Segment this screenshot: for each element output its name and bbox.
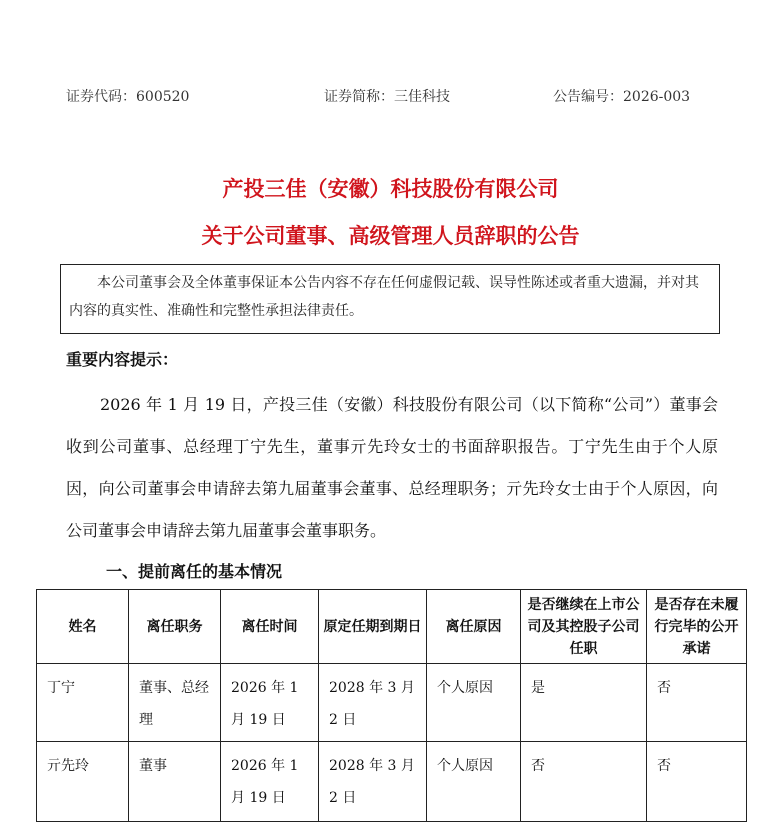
table-cell: 否: [647, 664, 747, 742]
table-cell: 董事: [129, 742, 221, 822]
section-heading: 一、提前离任的基本情况: [106, 562, 283, 581]
table-cell: 2026 年 1 月 19 日: [221, 664, 319, 742]
table-cell: 2026 年 1 月 19 日: [221, 742, 319, 822]
table-cell: 个人原因: [427, 742, 521, 822]
header-cell: 离任原因: [427, 590, 521, 664]
header-cell: 姓名: [37, 590, 129, 664]
table-cell: 亓先玲: [37, 742, 129, 822]
disclaimer-box: 本公司董事会及全体董事保证本公告内容不存在任何虚假记载、误导性陈述或者重大遗漏，并对其内容的真实性、准确性和完整性承担法律责任。: [60, 264, 720, 334]
departure-table: [36, 589, 747, 822]
table-cell: 丁宁: [37, 664, 129, 742]
security-abbreviation: 证券简称：三佳科技: [324, 89, 450, 105]
table-header-row: [37, 590, 747, 664]
table-cell: 是: [521, 664, 647, 742]
table-cell: 个人原因: [427, 664, 521, 742]
header-cell: 离任时间: [221, 590, 319, 664]
important-heading: 重要内容提示：: [66, 350, 179, 369]
header-cell: 是否存在未履行完毕的公开承诺: [647, 590, 747, 664]
table-cell: 2028 年 3 月 2 日: [319, 742, 427, 822]
header-cell: 原定任期到期日: [319, 590, 427, 664]
announcement-number: 公告编号：2026-003: [553, 89, 691, 105]
header-cell: 是否继续在上市公司及其控股子公司任职: [521, 590, 647, 664]
table-cell: 董事、总经理: [129, 664, 221, 742]
company-title: 产投三佳（安徽）科技股份有限公司: [222, 177, 559, 201]
table-cell: 否: [521, 742, 647, 822]
table-row: [37, 664, 747, 742]
announcement-title: 关于公司董事、高级管理人员辞职的公告: [201, 224, 580, 248]
table-row: [37, 742, 747, 822]
table-cell: 2028 年 3 月 2 日: [319, 664, 427, 742]
table-cell: 否: [647, 742, 747, 822]
security-code: 证券代码：600520: [66, 89, 190, 105]
header-cell: 离任职务: [129, 590, 221, 664]
header-line: [66, 86, 706, 106]
important-paragraph: 2026 年 1 月 19 日，产投三佳（安徽）科技股份有限公司（以下简称“公司”）董事会收到公司董事、总经理丁宁先生，董事亓先玲女士的书面辞职报告。丁宁先生由于个人原因，向公司董事会申请辞去第九届董事会董事、总经理职务；亓先玲女士由于个人原因，向公司董事会申请辞去第九届董事会董事职务。: [66, 395, 718, 540]
